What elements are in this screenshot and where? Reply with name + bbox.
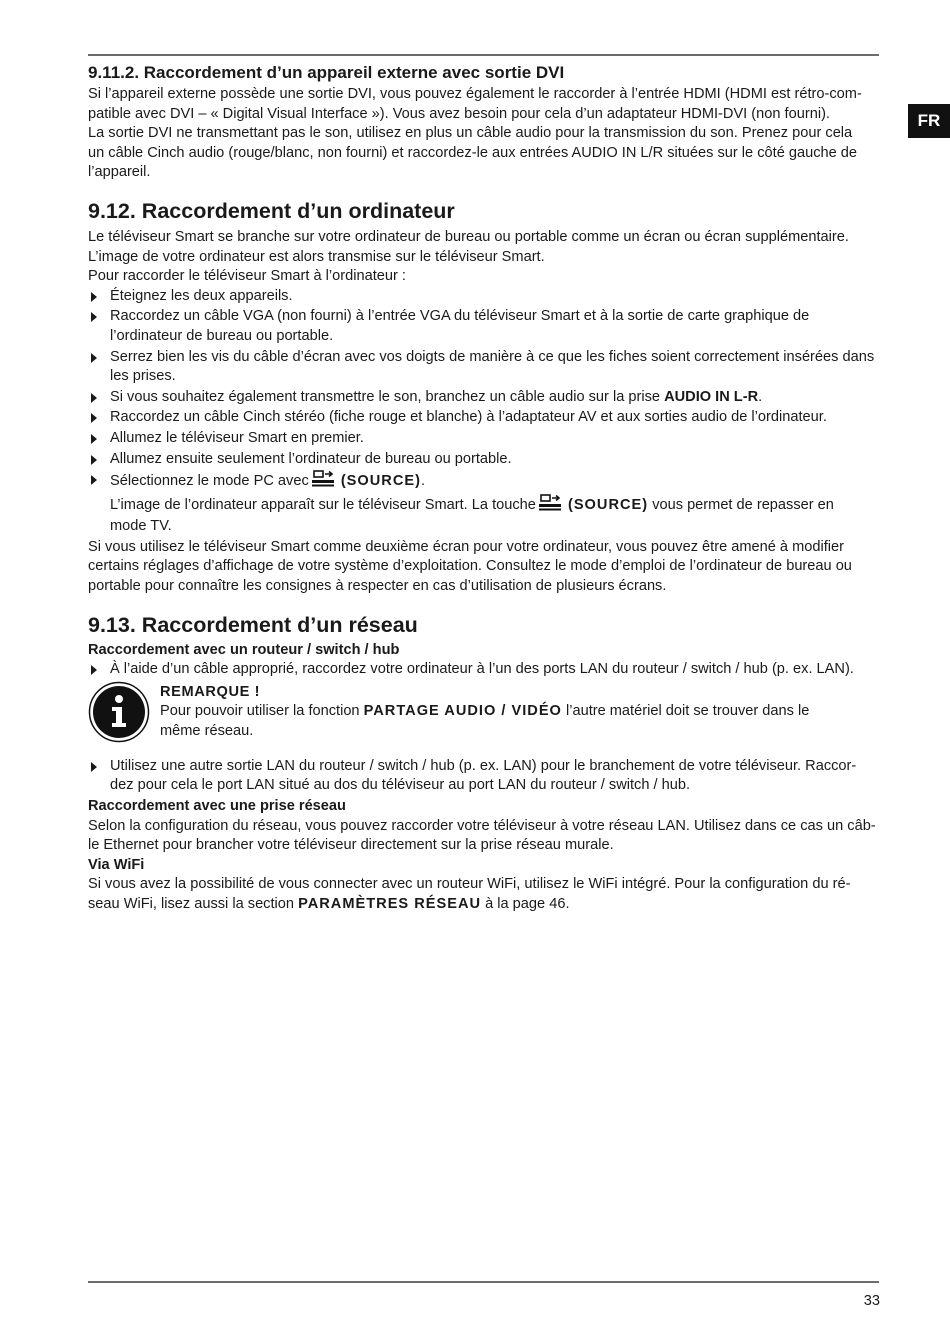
list-item-text: L’image de l’ordinateur apparaît sur le téléviseur Smart. La touche <box>110 496 536 513</box>
triangle-bullet-icon <box>91 393 97 403</box>
list-item-text: Raccordez un câble VGA (non fourni) à l’entrée VGA du téléviseur Smart et à la sortie de carte graphique de <box>110 308 810 325</box>
list-item-text: mode TV. <box>110 518 172 535</box>
bullet-list <box>88 757 881 796</box>
page-content <box>88 62 881 915</box>
feature-name: PARTAGE AUDIO / VIDÉO <box>363 703 562 720</box>
paragraph <box>88 875 881 914</box>
paragraph <box>88 228 881 287</box>
bullet-list <box>88 660 881 680</box>
list-item <box>88 757 881 796</box>
text-line: le Ethernet pour brancher votre téléviseur directement sur la prise réseau murale. <box>88 837 614 854</box>
note-title: REMARQUE ! <box>160 683 261 700</box>
list-item-text: Si vous souhaitez également transmettre le son, branchez un câble audio sur la prise <box>110 388 665 405</box>
note-text-line: même réseau. <box>160 723 254 740</box>
text-line: portable pour connaître les consignes à respecter en cas d’utilisation de plusieurs écrans. <box>88 578 667 595</box>
list-item <box>88 429 881 449</box>
list-item <box>88 307 881 346</box>
triangle-bullet-icon <box>91 353 97 363</box>
bullet-list <box>88 287 881 537</box>
source-key-label: (SOURCE) <box>340 473 421 490</box>
subheading: Via WiFi <box>88 856 145 873</box>
list-item-text: Sélectionnez le mode PC avec <box>110 473 309 490</box>
source-icon <box>311 470 335 494</box>
list-item-text: Éteignez les deux appareils. <box>110 287 293 304</box>
list-item-text: Raccordez un câble Cinch stéréo (fiche rouge et blanche) à l’adaptateur AV et aux sorties audio de l’ordinateur. <box>110 409 827 426</box>
text-line: La sortie DVI ne transmettant pas le son, utilisez en plus un câble audio pour la transmission du son. Prenez pour cela <box>88 125 853 142</box>
text-line: à la page 46. <box>481 896 570 912</box>
source-icon <box>538 494 562 518</box>
paragraph <box>88 538 881 597</box>
text-line: Selon la configuration du réseau, vous pouvez raccorder votre téléviseur à votre réseau LAN. Utilisez dans ce cas un câb- <box>88 817 876 834</box>
list-item-text: . <box>420 473 426 490</box>
note-text-line: Pour pouvoir utiliser la fonction <box>160 703 364 720</box>
paragraph <box>88 817 881 856</box>
page-number: 33 <box>863 1293 880 1309</box>
triangle-bullet-icon <box>91 475 97 485</box>
section-heading-9-13: 9.13. Raccordement d’un réseau <box>88 612 418 637</box>
triangle-bullet-icon <box>91 455 97 465</box>
list-item <box>88 388 881 408</box>
text-line: Si l’appareil externe possède une sortie DVI, vous pouvez également le raccorder à l’entrée HDMI (HDMI est rétro-com- <box>88 86 862 102</box>
list-item-text: vous permet de repasser en <box>652 496 834 513</box>
section-heading-9-11-2: 9.11.2. Raccordement d’un appareil externe avec sortie DVI <box>88 63 565 82</box>
list-item <box>88 408 881 428</box>
list-item-text: dez pour cela le port LAN situé au dos du téléviseur au port LAN du routeur / switch / hub. <box>110 777 691 794</box>
list-item <box>88 348 881 387</box>
subheading: Raccordement avec une prise réseau <box>88 798 346 815</box>
subheading: Raccordement avec un routeur / switch / hub <box>88 641 400 658</box>
list-item-text: les prises. <box>110 368 176 385</box>
text-line: Pour raccorder le téléviseur Smart à l’ordinateur : <box>88 268 406 285</box>
text-line: Si vous avez la possibilité de vous connecter avec un routeur WiFi, utilisez le WiFi intégré. Pour la configuration du ré- <box>88 876 851 893</box>
list-item-text: À l’aide d’un câble approprié, raccordez votre ordinateur à l’un des ports LAN du routeur / switch / hub (p. ex. LAN). <box>110 661 854 678</box>
text-line: patible avec DVI – « Digital Visual Interface »). Vous avez besoin pour cela d’un adaptateur HDMI-DVI (non fourni). <box>88 105 830 122</box>
text-line: l’appareil. <box>88 164 151 181</box>
text-line: un câble Cinch audio (rouge/blanc, non fourni) et raccordez-le aux entrées AUDIO IN L/R situées sur le côté gauche de <box>88 144 858 161</box>
text-line: Si vous utilisez le téléviseur Smart comme deuxième écran pour votre ordinateur, vous pouvez être amené à modifier <box>88 538 844 555</box>
triangle-bullet-icon <box>91 312 97 322</box>
top-rule <box>88 54 879 56</box>
note-text <box>160 702 880 741</box>
list-item-text: Allumez ensuite seulement l’ordinateur de bureau ou portable. <box>110 450 512 467</box>
section-heading-9-12: 9.12. Raccordement d’un ordinateur <box>88 198 455 223</box>
triangle-bullet-icon <box>91 434 97 444</box>
note-text-line: l’autre matériel doit se trouver dans le <box>561 703 810 720</box>
text-line: seau WiFi, lisez aussi la section <box>88 896 299 912</box>
list-item-text: l’ordinateur de bureau ou portable. <box>110 327 334 344</box>
bottom-rule <box>88 1281 879 1283</box>
list-item-text: Serrez bien les vis du câble d’écran avec vos doigts de manière à ce que les fiches soient correctement insérées dans <box>110 348 875 365</box>
note-box <box>88 683 881 761</box>
paragraph <box>88 85 881 183</box>
list-item-text: . <box>758 388 763 405</box>
triangle-bullet-icon <box>91 665 97 675</box>
list-item <box>88 287 881 307</box>
audio-in-label: AUDIO IN L-R <box>664 388 759 405</box>
list-item-text: Allumez le téléviseur Smart en premier. <box>110 429 364 446</box>
triangle-bullet-icon <box>91 292 97 302</box>
triangle-bullet-icon <box>91 413 97 423</box>
text-line: L’image de votre ordinateur est alors transmise sur le téléviseur Smart. <box>88 248 545 265</box>
language-tab: FR <box>908 104 950 138</box>
list-item <box>88 450 881 470</box>
list-item-text: Utilisez une autre sortie LAN du routeur / switch / hub (p. ex. LAN) pour le branchement de votre téléviseur. Raccor- <box>110 757 857 774</box>
list-item <box>88 470 881 537</box>
list-item <box>88 660 881 680</box>
text-line: certains réglages d’affichage de votre système d’exploitation. Consultez le mode d’emploi de l’ordinateur de bureau ou <box>88 558 852 575</box>
section-reference-link[interactable]: PARAMÈTRES RÉSEAU <box>298 896 482 912</box>
info-icon <box>88 681 150 743</box>
text-line: Le téléviseur Smart se branche sur votre ordinateur de bureau ou portable comme un écran ou écran supplémentaire. <box>88 228 849 245</box>
source-key-label: (SOURCE) <box>567 496 649 513</box>
triangle-bullet-icon <box>91 762 97 772</box>
note-body <box>160 683 880 742</box>
